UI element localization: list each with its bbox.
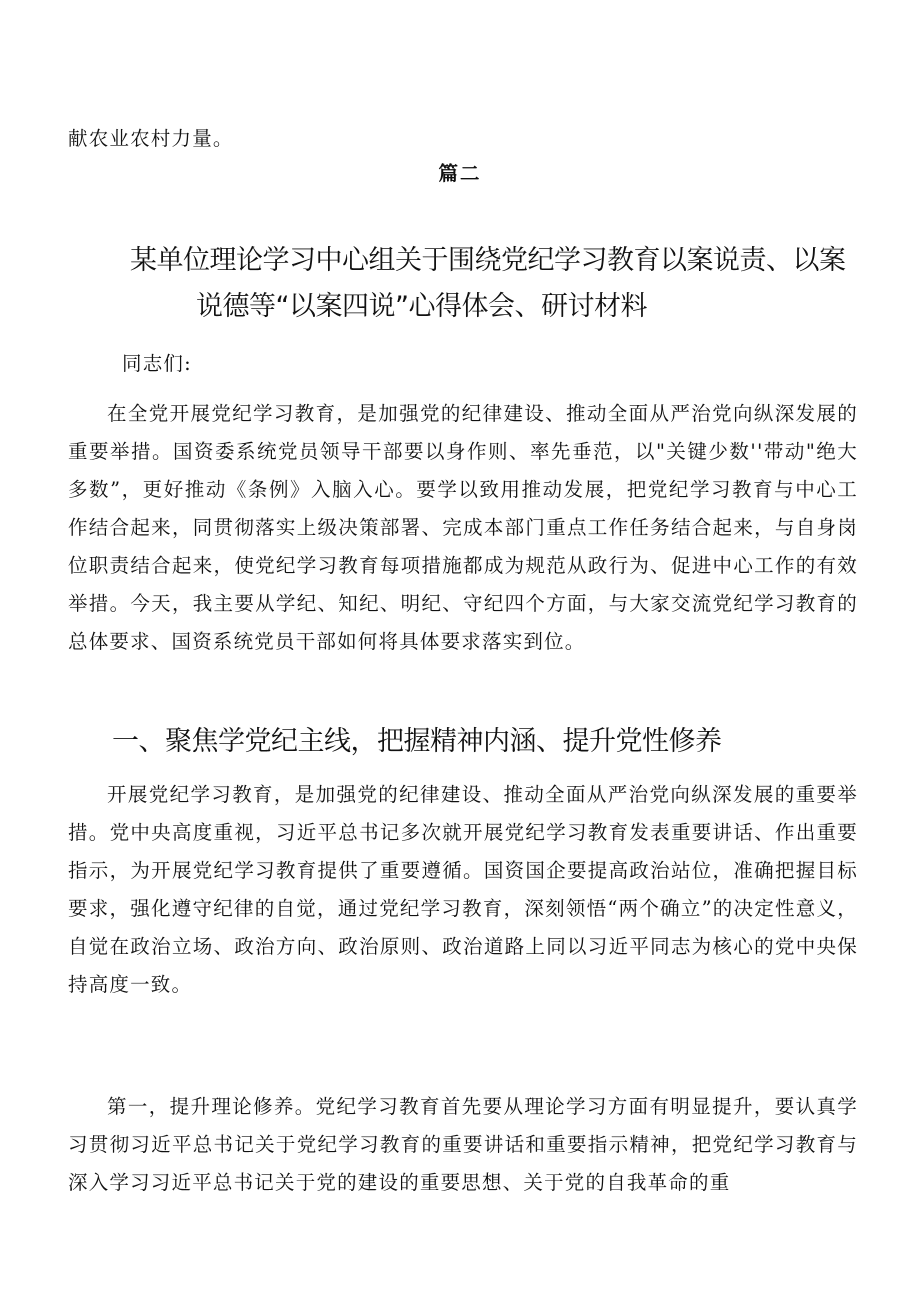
body-paragraph-3: 第一，提升理论修养。党纪学习教育首先要从理论学习方面有明显提升，要认真学习贯彻习近平总书记关于党纪学习教育的重要讲话和重要指示精神，把党纪学习教育与深入学习习近平总书记关于党的建设的重要思想、关于党的自我革命的重 (68, 1095, 858, 1194)
section-heading-1: 一、聚焦学党纪主线，把握精神内涵、提升党性修养 (112, 726, 722, 757)
section-label: 篇二 (438, 162, 482, 185)
title-line-2: 说德等“以案四说”心得体会、研讨材料 (196, 291, 647, 322)
salutation: 同志们: (122, 352, 192, 375)
body-paragraph-2: 开展党纪学习教育，是加强党的纪律建设、推动全面从严治党向纵深发展的重要举措。党中央高度重视，习近平总书记多次就开展党纪学习教育发表重要讲话、作出重要指示，为开展党纪学习教育提供了重要遵循。国资国企要提高政治站位，准确把握目标要求，强化遵守纪律的自觉，通过党纪学习教育，深刻领悟“两个确立”的决定性意义，自觉在政治立场、政治方向、政治原则、政治道路上同以习近平同志为核心的党中央保持高度一致。 (68, 783, 858, 996)
intro-paragraph: 在全党开展党纪学习教育，是加强党的纪律建设、推动全面从严治党向纵深发展的重要举措。国资委系统党员领导干部要以身作则、率先垂范，以"关键少数''带动"绝大多数”，更好推动《条例》入脑入心。要学以致用推动发展，把党纪学习教育与中心工作结合起来，同贯彻落实上级决策部署、完成本部门重点工作任务结合起来，与自身岗位职责结合起来，使党纪学习教育每项措施都成为规范从政行为、促进中心工作的有效举措。今天，我主要从学纪、知纪、明纪、守纪四个方面，与大家交流党纪学习教育的总体要求、国资系统党员干部如何将具体要求落实到位。 (68, 402, 858, 653)
title-line-1: 某单位理论学习中心组关于围绕党纪学习教育以案说责、以案 (130, 245, 846, 276)
document-title (130, 238, 860, 330)
continuation-text: 献农业农村力量。 (68, 127, 234, 150)
